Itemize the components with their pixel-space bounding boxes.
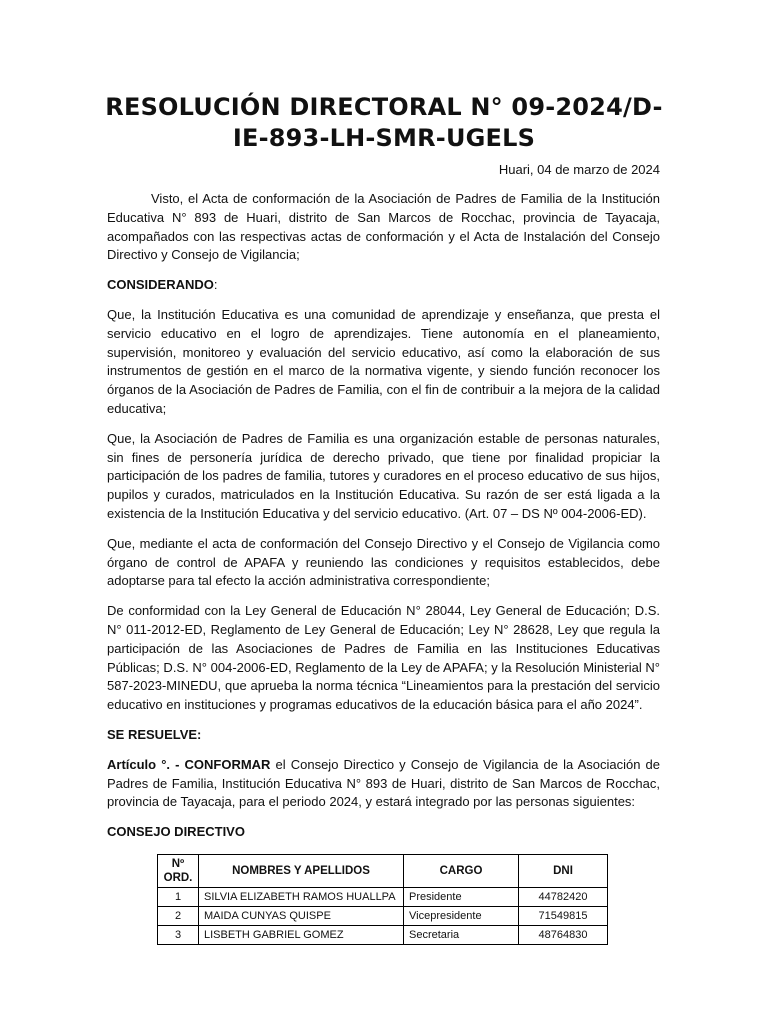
table-row — [158, 925, 608, 944]
resolution-title: RESOLUCIÓN DIRECTORAL N° 09-2024/D-IE-893-LH-SMR-UGELS — [105, 93, 663, 152]
row-dni: 48764830 — [519, 925, 608, 944]
articulo-label: Artículo °. - CONFORMAR — [107, 756, 271, 772]
considerando-paragraph-2: Que, la Asociación de Padres de Familia es una organización estable de personas naturales, sin fines de personería jurídica de derecho privado, que tiene por finalidad propiciar la participación de los padres de familia, tutores y curadores en el proceso educativo de sus hijos, pupilos y curados, matriculados en la Institución Educativa. Su razón de ser está ligada a la existencia de la Institución Educativa y del servicio educativo. (Art. 07 – DS Nº 004-2006-ED). — [107, 430, 660, 521]
header-dni: DNI — [519, 854, 608, 887]
table-row — [158, 887, 608, 906]
se-resuelve-heading: SE RESUELVE: — [107, 726, 202, 742]
considerando-label: CONSIDERANDO — [107, 277, 214, 293]
consejo-directivo-heading: CONSEJO DIRECTIVO — [107, 824, 245, 840]
considerando-paragraph-3: Que, mediante el acta de conformación del Consejo Directivo y el Consejo de Vigilancia como órgano de control de APAFA y reuniendo las condiciones y requisitos establecidos, debe adoptarse para tal efecto la acción administrativa correspondiente; — [107, 535, 660, 589]
visto-paragraph: Visto, el Acta de conformación de la Asociación de Padres de Familia de la Institución Educativa N° 893 de Huari, distrito de San Marcos de Rocchac, provincia de Tayacaja, acompañados con las respectivas actas de conformación y el Acta de Instalación del Consejo Directivo y Consejo de Vigilancia; — [107, 191, 660, 263]
row-cargo: Presidente — [404, 887, 519, 906]
row-name: LISBETH GABRIEL GOMEZ — [199, 925, 404, 944]
row-name: SILVIA ELIZABETH RAMOS HUALLPA — [199, 887, 404, 906]
header-name: NOMBRES Y APELLIDOS — [199, 854, 404, 887]
consejo-directivo-table — [157, 854, 608, 945]
row-ord: 1 — [158, 887, 199, 906]
table-row — [158, 906, 608, 925]
considerando-heading — [107, 276, 660, 295]
document-body — [107, 190, 660, 945]
header-cargo: CARGO — [404, 854, 519, 887]
considerando-paragraph-1: Que, la Institución Educativa es una comunidad de aprendizaje y enseñanza, que presta el servicio educativo en el logro de aprendizajes. Tiene autonomía en el planeamiento, supervisión, monitoreo y evaluación del servicio educativo, así como la elaboración de sus instrumentos de gestión en el marco de la normativa vigente, y siendo función reconocer los órganos de la Asociación de Padres de Familia, con el fin de contribuir a la mejora de la calidad educativa; — [107, 306, 660, 416]
header-ord: Nº ORD. — [158, 854, 199, 887]
legal-basis-paragraph: De conformidad con la Ley General de Educación N° 28044, Ley General de Educación; D.S. N° 011-2012-ED, Reglamento de Ley General de Educación; Ley N° 28628, Ley que regula la participación de las Asociaciones de Padres de Familia en las Instituciones Educativas Públicas; D.S. N° 004-2006-ED, Reglamento de la Ley de APAFA; y la Resolución Ministerial N° 587-2023-MINEDU, que aprueba la norma técnica “Lineamientos para la prestación del servicio educativo en instituciones y programas educativos de la educación básica para el año 2024”. — [107, 603, 660, 713]
row-ord: 2 — [158, 906, 199, 925]
articulo-text: el Consejo Directico y Consejo de Vigilancia de la Asociación de Padres de Familia, Institución Educativa N° 893 de Huari, distrito de San Marcos de Rocchac, provincia de Tayacaja, para el periodo 2024, y estará integrado por las personas siguientes: — [107, 756, 660, 810]
considerando-suffix: : — [213, 277, 218, 293]
row-cargo: Secretaria — [404, 925, 519, 944]
articulo-paragraph — [107, 756, 660, 812]
date-line: Huari, 04 de marzo de 2024 — [498, 162, 660, 177]
row-ord: 3 — [158, 925, 199, 944]
row-name: MAIDA CUNYAS QUISPE — [199, 906, 404, 925]
row-dni: 44782420 — [519, 887, 608, 906]
row-cargo: Vicepresidente — [404, 906, 519, 925]
table-header-row — [158, 854, 608, 887]
row-dni: 71549815 — [519, 906, 608, 925]
